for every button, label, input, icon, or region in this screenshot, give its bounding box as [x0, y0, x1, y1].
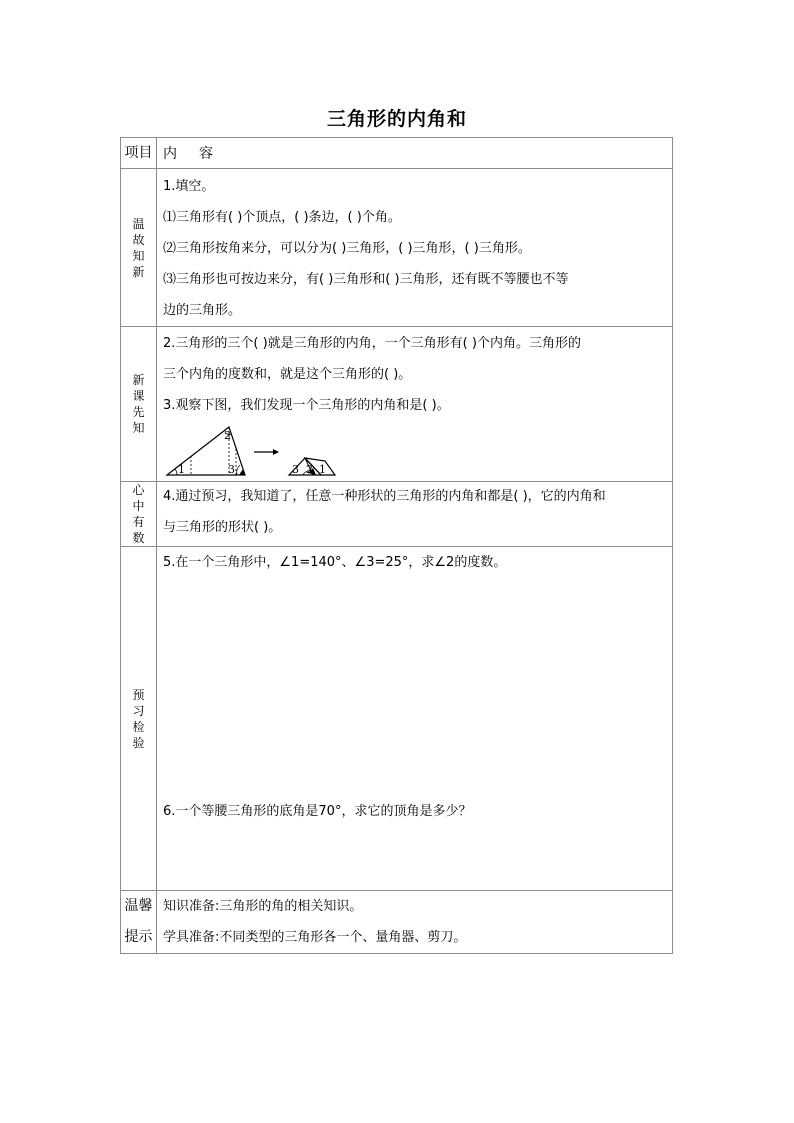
rearranged-angles [289, 458, 335, 476]
review-line-5: 边的三角形。 [163, 303, 242, 318]
review-line-3: ⑵三角形按角来分，可以分为( )三角形，( )三角形，( )三角形。 [163, 241, 531, 256]
tips-row [121, 891, 673, 954]
angle-label-1: 1 [178, 463, 185, 476]
new-lesson-content [157, 327, 673, 482]
check-row [121, 547, 673, 891]
triangle-figure [163, 421, 666, 481]
rearranged-label-3: 3 [292, 463, 299, 476]
mind-content [157, 482, 673, 547]
tips-label-b: 提示 [124, 929, 153, 945]
new-lesson-line-1: 2.三角形的三个( )就是三角形的内角，一个三角形有( )个内角。三角形的 [163, 336, 581, 351]
arrow [254, 449, 279, 455]
review-line-1: 1.填空。 [163, 179, 215, 194]
review-label: 温故知新 [121, 169, 157, 327]
triangle-diagram [163, 421, 363, 481]
mind-label: 心中有数 [121, 482, 157, 547]
rearranged-label-1: 1 [319, 463, 326, 476]
page-title: 三角形的内角和 [326, 108, 467, 130]
tips-label [121, 891, 157, 954]
rearranged-label-2: 2 [306, 463, 313, 476]
new-lesson-row [121, 327, 673, 482]
new-lesson-line-2: 三个内角的度数和，就是这个三角形的( )。 [163, 367, 412, 382]
table-header-row [121, 138, 673, 169]
header-content-b: 容 [199, 146, 213, 162]
header-project: 项目 [121, 138, 157, 169]
mind-line-2: 与三角形的形状( )。 [163, 520, 282, 535]
check-content [157, 547, 673, 891]
worksheet-table [120, 137, 673, 954]
answer-space-5 [163, 578, 666, 796]
angle-label-2: 2 [224, 429, 231, 442]
review-line-2: ⑴三角形有( )个顶点，( )条边，( )个角。 [163, 210, 401, 225]
mind-line-1: 4.通过预习，我知道了，任意一种形状的三角形的内角和都是( )，它的内角和 [163, 489, 606, 504]
review-line-4: ⑶三角形也可按边来分，有( )三角形和( )三角形，还有既不等腰也不等 [163, 272, 569, 287]
header-content [157, 138, 673, 169]
tips-content [157, 891, 673, 954]
tips-line-1: 知识准备:三角形的角的相关知识。 [163, 899, 363, 914]
question-5: 5.在一个三角形中，∠1=140°、∠3=25°，求∠2的度数。 [163, 555, 507, 570]
tips-line-2: 学具准备:不同类型的三角形各一个、量角器、剪刀。 [163, 930, 467, 945]
angle-label-3: 3 [228, 463, 235, 476]
original-triangle [167, 427, 245, 476]
mind-row [121, 482, 673, 547]
tips-label-a: 温馨 [124, 898, 153, 914]
question-6: 6.一个等腰三角形的底角是70°，求它的顶角是多少？ [163, 804, 472, 819]
review-row [121, 169, 673, 327]
header-content-a: 内 [163, 146, 177, 162]
review-content [157, 169, 673, 327]
new-lesson-line-3: 3.观察下图，我们发现一个三角形的内角和是( )。 [163, 398, 450, 413]
check-label: 预习检验 [121, 547, 157, 891]
new-lesson-label: 新课先知 [121, 327, 157, 482]
